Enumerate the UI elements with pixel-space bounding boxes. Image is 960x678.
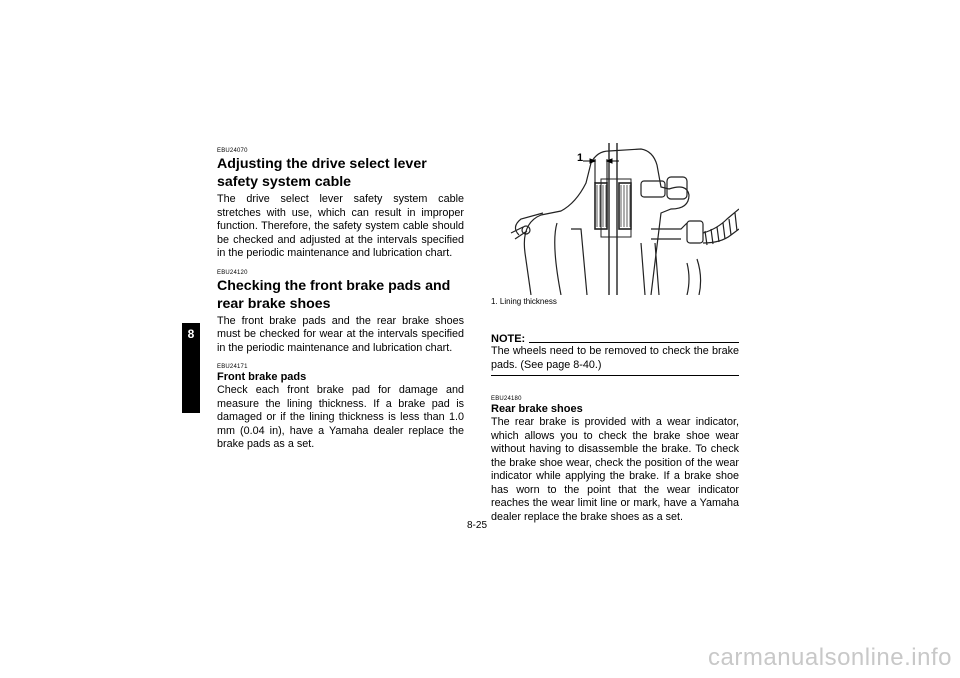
subsection-text: The rear brake is provided with a wear indicator, which allows you to check the brake shoe wear without having to disassemble the brake. To check the brake shoe wear, check the position of the wear indicator while applying the brake. If a brake shoe has worn to the point that the wear indicator reaches the wear limit line or mark, have a Yamaha dealer replace the brake shoes as a set. bbox=[491, 416, 739, 523]
brake-pad-illustration bbox=[491, 143, 739, 295]
note-text: The wheels need to be removed to check the brake pads. (See page 8-40.) bbox=[491, 345, 739, 371]
page-number: 8-25 bbox=[467, 520, 488, 531]
chapter-tab bbox=[182, 323, 200, 413]
chapter-number: 8 bbox=[187, 327, 195, 341]
subsection-title: Front brake pads bbox=[217, 371, 307, 383]
note-label: NOTE: bbox=[491, 333, 526, 345]
subsection-title: Rear brake shoes bbox=[491, 403, 583, 415]
note-box bbox=[491, 333, 739, 376]
right-column bbox=[491, 143, 739, 524]
left-column bbox=[217, 148, 464, 452]
section-code: EBU24070 bbox=[217, 148, 248, 154]
figure-callout-number: 1 bbox=[577, 152, 584, 164]
brake-caliper-drawing bbox=[491, 143, 739, 295]
figure-caption: 1. Lining thickness bbox=[491, 297, 557, 306]
section-title: Checking the front brake pads and rear brake shoes bbox=[217, 277, 451, 312]
subsection-code: EBU24171 bbox=[217, 364, 248, 370]
subsection-text: Check each front brake pad for damage and measure the lining thickness. If a brake pad is damaged or if the lining thickness is less than 1.0 mm (0.04 in), have a Yamaha dealer replace the brake pads as a set. bbox=[217, 384, 464, 450]
note-divider bbox=[529, 342, 739, 343]
section-code: EBU24120 bbox=[217, 269, 248, 276]
section-title: Adjusting the drive select lever safety system cable bbox=[217, 156, 427, 190]
watermark: carmanualsonline.info bbox=[708, 644, 952, 671]
section-text: The drive select lever safety system cable stretches with use, which can result in improper function. Therefore, the safety system cable should be checked and adjusted at the intervals specified in the periodic maintenance and lubrication chart. bbox=[217, 193, 464, 259]
section-text: The front brake pads and the rear brake shoes must be checked for wear at the intervals specified in the periodic maintenance and lubrication chart. bbox=[217, 314, 464, 354]
subsection-code: EBU24180 bbox=[491, 396, 522, 402]
